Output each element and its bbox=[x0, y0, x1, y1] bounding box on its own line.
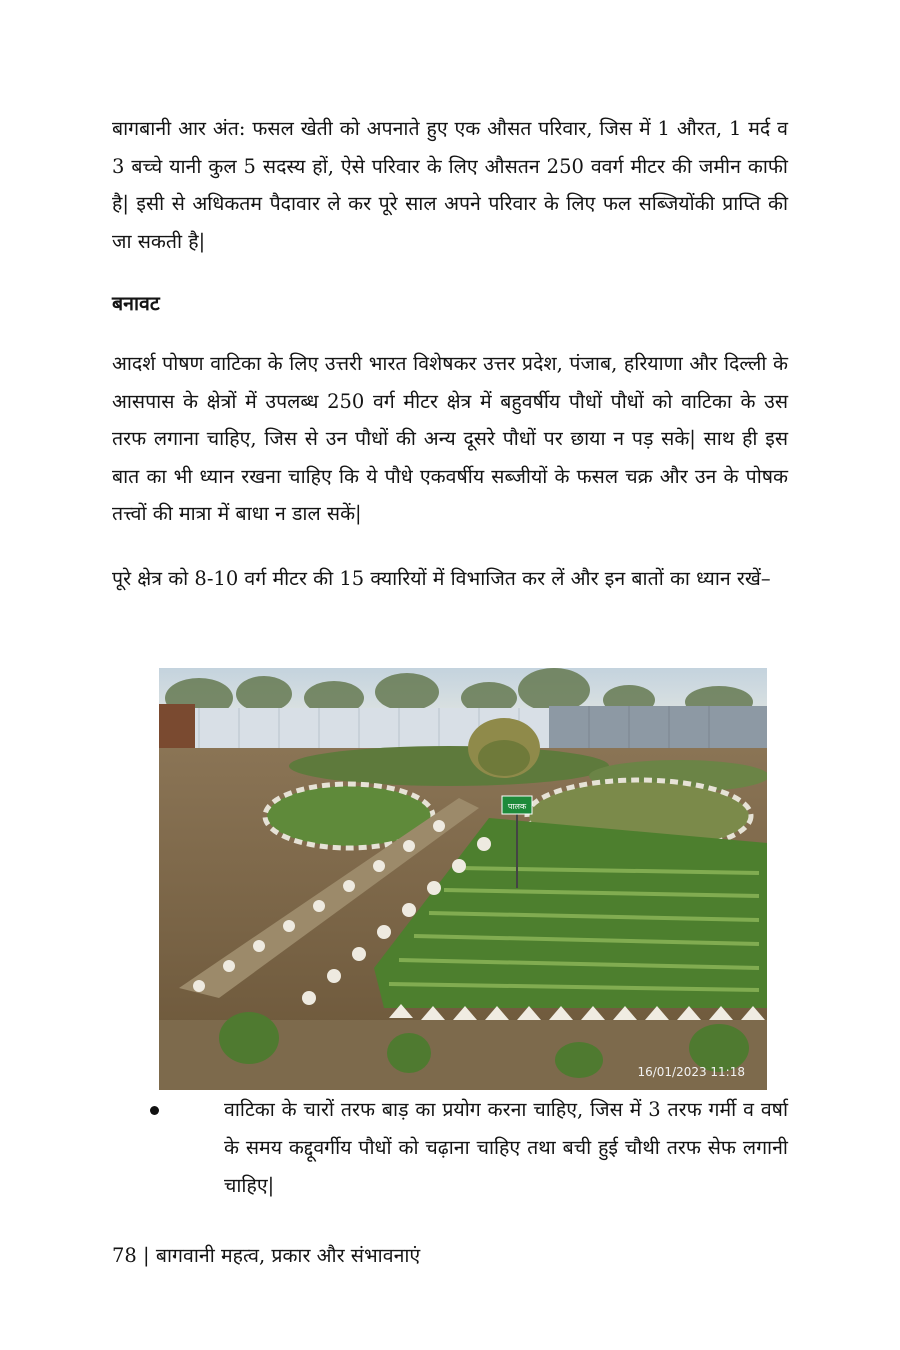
photo-sign-label: पालक bbox=[507, 802, 527, 811]
page-number: 78 bbox=[112, 1244, 137, 1267]
section-heading: बनावट bbox=[112, 292, 160, 315]
book-title: बागवानी महत्व, प्रकार और संभावनाएं bbox=[155, 1244, 421, 1267]
intro-paragraph: बागबानी आर अंत: फसल खेती को अपनाते हुए एक औसत परिवार, जिस में 1 औरत, 1 मर्द व 3 बच्चे यानी कुल 5 सदस्य हों, ऐसे परिवार के लिए औसतन 250 ववर्ग मीटर की जमीन काफी है| इसी से अधिकतम पैदावार ले कर पूरे साल अपने परिवार के लिए फल सब्जियोंकी प्राप्ति की जा सकती है| bbox=[112, 117, 788, 253]
division-paragraph: पूरे क्षेत्र को 8-10 वर्ग मीटर की 15 क्यारियों में विभाजित कर लें और इन बातों का ध्यान रखें– bbox=[112, 567, 771, 590]
bullet-icon bbox=[150, 1106, 159, 1115]
footer-separator: | bbox=[143, 1244, 150, 1267]
page-footer bbox=[112, 1242, 420, 1270]
bullet-item: वाटिका के चारों तरफ बाड़ का प्रयोग करना चाहिए, जिस में 3 तरफ गर्मी व वर्षा के समय कद्दूवर्गीय पौधों को चढ़ाना चाहिए तथा बची हुई चौथी तरफ सेफ लगानी चाहिए| bbox=[224, 1098, 788, 1197]
kitchen-garden-photo bbox=[159, 668, 767, 1090]
photo-timestamp: 16/01/2023 11:18 bbox=[637, 1065, 745, 1079]
layout-paragraph: आदर्श पोषण वाटिका के लिए उत्तरी भारत विशेषकर उत्तर प्रदेश, पंजाब, हरियाणा और दिल्ली के आसपास के क्षेत्रों में उपलब्ध 250 वर्ग मीटर क्षेत्र में बहुवर्षीय पौधों पौधों को वाटिका के उस तरफ लगाना चाहिए, जिस से उन पौधों की अन्य दूसरे पौधों पर छाया न पड़ सके| साथ ही इस बात का भी ध्यान रखना चाहिए कि ये पौधे एकवर्षीय सब्जीयों के फसल चक्र और उन के पोषक तत्त्वों की मात्रा में बाधा न डाल सकें| bbox=[112, 352, 788, 525]
